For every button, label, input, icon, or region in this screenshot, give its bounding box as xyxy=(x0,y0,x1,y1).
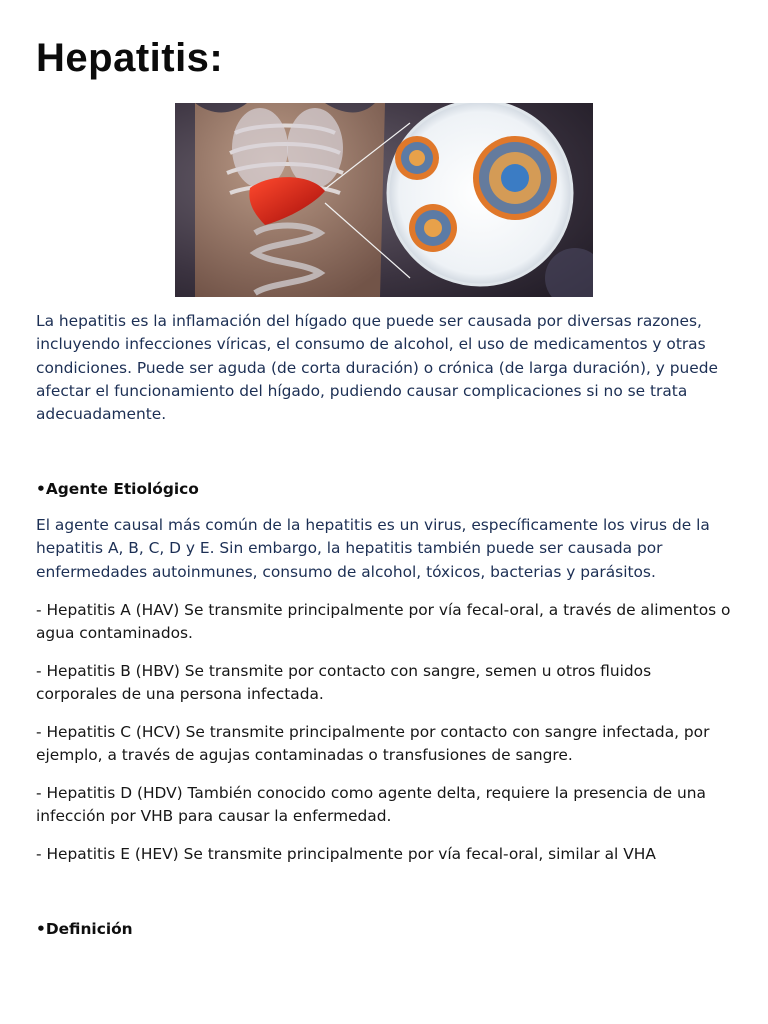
section-heading-etiology: •Agente Etiológico xyxy=(36,480,199,498)
list-item: - Hepatitis E (HEV) Se transmite principalmente por vía fecal-oral, similar al VHA xyxy=(36,845,656,863)
section-heading-definition: •Definición xyxy=(36,920,133,938)
liver-virus-illustration xyxy=(175,103,593,297)
list-item: - Hepatitis C (HCV) Se transmite principalmente por contacto con sangre infectada, por ejemplo, a través de agujas contaminadas o transfusiones de sangre. xyxy=(36,723,710,765)
intro-paragraph: La hepatitis es la inflamación del hígado que puede ser causada por diversas razones, incluyendo infecciones víricas, el consumo de alcohol, el uso de medicamentos y otras condiciones. Puede ser aguda (de corta duración) o crónica (de larga duración), y puede afectar el funcionamiento del hígado, pudiendo causar complicaciones si no se trata adecuadamente. xyxy=(36,312,718,424)
list-item: - Hepatitis D (HDV) También conocido como agente delta, requiere la presencia de una infección por VHB para causar la enfermedad. xyxy=(36,784,706,826)
page-title: Hepatitis: xyxy=(36,36,224,80)
list-item: - Hepatitis A (HAV) Se transmite principalmente por vía fecal-oral, a través de alimentos o agua contaminados. xyxy=(36,601,731,643)
etiology-summary: El agente causal más común de la hepatitis es un virus, específicamente los virus de la hepatitis A, B, C, D y E. Sin embargo, la hepatitis también puede ser causada por enfermedades autoinmunes, consumo de alcohol, tóxicos, bacterias y parásitos. xyxy=(36,516,710,581)
list-item: - Hepatitis B (HBV) Se transmite por contacto con sangre, semen u otros fluidos corporales de una persona infectada. xyxy=(36,662,652,704)
